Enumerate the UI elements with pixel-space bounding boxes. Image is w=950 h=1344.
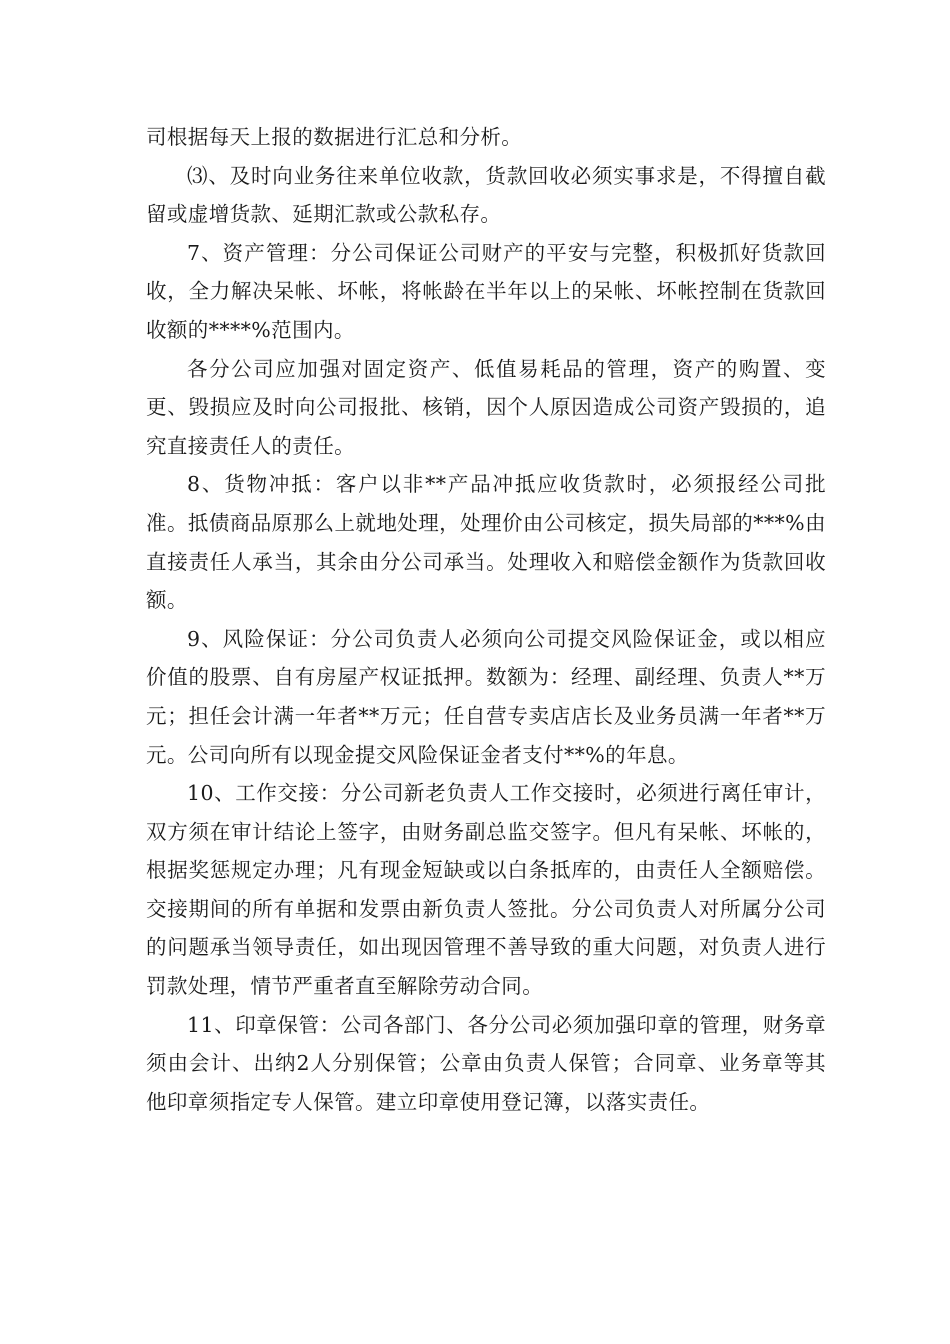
paragraph-seal-custody: 11、印章保管：公司各部门、各分公司必须加强印章的管理，财务章须由会计、出纳2人分别保管；公章由负责人保管；合同章、业务章等其他印章须指定专人保管。建立印章使用登记簿，以落实责任。 bbox=[146, 1012, 826, 1114]
paragraph-collection-rule: ⑶、及时向业务往来单位收款，货款回收必须实事求是，不得擅自截留或虚增货款、延期汇款或公款私存。 bbox=[146, 163, 826, 227]
paragraph-continuation: 司根据每天上报的数据进行汇总和分析。 bbox=[146, 125, 523, 149]
paragraph-work-handover: 10、工作交接：分公司新老负责人工作交接时，必须进行离任审计，双方须在审计结论上签字，由财务副总监交签字。但凡有呆帐、坏帐的，根据奖惩规定办理；凡有现金短缺或以白条抵库的，由责任人全额赔偿。交接期间的所有单据和发票由新负责人签批。分公司负责人对所属分公司的问题承当领导责任，如出现因管理不善导致的重大问题，对负责人进行罚款处理，情节严重者直至解除劳动合同。 bbox=[146, 781, 826, 999]
paragraph-fixed-assets: 各分公司应加强对固定资产、低值易耗品的管理，资产的购置、变更、毁损应及时向公司报批、核销，因个人原因造成公司资产毁损的，追究直接责任人的责任。 bbox=[146, 356, 826, 458]
document-body bbox=[146, 118, 826, 1121]
paragraph-goods-offset: 8、货物冲抵：客户以非**产品冲抵应收货款时，必须报经公司批准。抵债商品原那么上就地处理，处理价由公司核定，损失局部的***%由直接责任人承当，其余由分公司承当。处理收入和赔偿金额作为货款回收额。 bbox=[146, 472, 826, 613]
paragraph-asset-management: 7、资产管理：分公司保证公司财产的平安与完整，积极抓好货款回收，全力解决呆帐、坏帐，将帐龄在半年以上的呆帐、坏帐控制在货款回收额的****%范围内。 bbox=[146, 240, 826, 342]
paragraph-risk-guarantee: 9、风险保证：分公司负责人必须向公司提交风险保证金，或以相应价值的股票、自有房屋产权证抵押。数额为：经理、副经理、负责人**万元；担任会计满一年者**万元；任自营专卖店店长及业务员满一年者**万元。公司向所有以现金提交风险保证金者支付**%的年息。 bbox=[146, 626, 826, 767]
